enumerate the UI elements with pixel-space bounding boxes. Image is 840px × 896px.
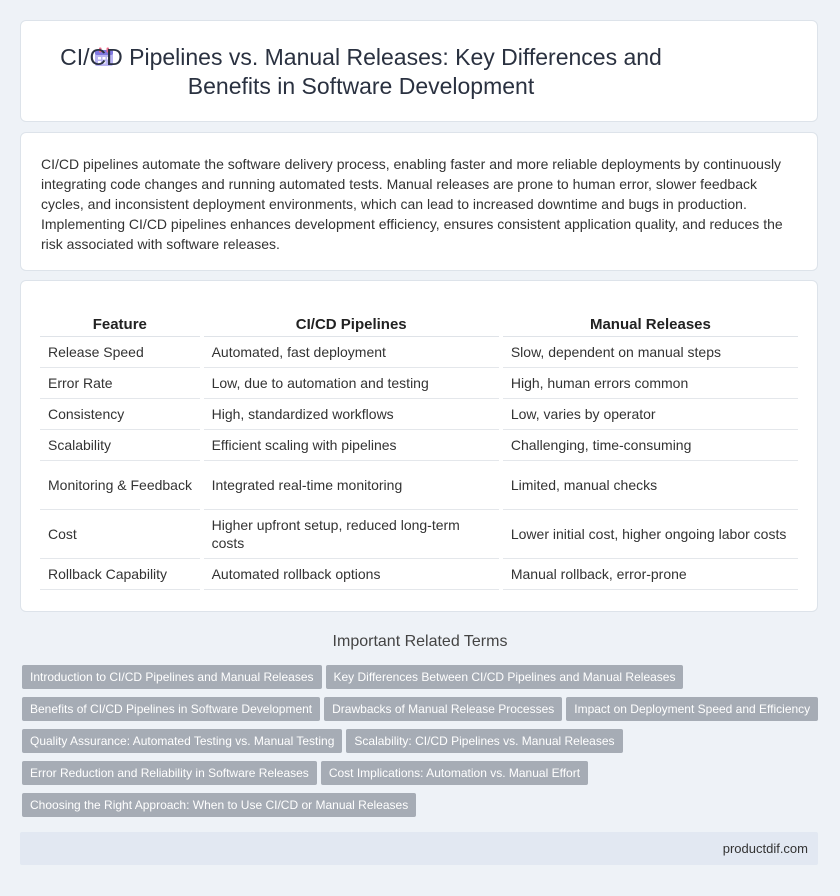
table-row <box>40 510 798 559</box>
header-manual: Manual Releases <box>501 312 798 337</box>
feature-cell: Monitoring & Feedback <box>40 461 202 510</box>
related-term-tag[interactable]: Error Reduction and Reliability in Software Releases <box>22 761 317 785</box>
related-terms-list <box>22 665 822 825</box>
table-row <box>40 461 798 510</box>
manual-cell: Low, varies by operator <box>501 399 798 430</box>
title-card <box>20 20 818 122</box>
table-row <box>40 399 798 430</box>
feature-cell: Cost <box>40 510 202 559</box>
related-term-tag[interactable]: Drawbacks of Manual Release Processes <box>324 697 562 721</box>
table-row <box>40 559 798 590</box>
manual-cell: Challenging, time-consuming <box>501 430 798 461</box>
related-term-tag[interactable]: Quality Assurance: Automated Testing vs. Manual Testing <box>22 729 342 753</box>
related-term-tag[interactable]: Scalability: CI/CD Pipelines vs. Manual Releases <box>346 729 622 753</box>
header-cicd: CI/CD Pipelines <box>202 312 501 337</box>
manual-cell: Slow, dependent on manual steps <box>501 337 798 368</box>
cicd-cell: Automated, fast deployment <box>202 337 501 368</box>
table-row <box>40 368 798 399</box>
cicd-cell: Higher upfront setup, reduced long-term costs <box>202 510 501 559</box>
comparison-table <box>40 312 798 590</box>
feature-cell: Release Speed <box>40 337 202 368</box>
related-term-tag[interactable]: Introduction to CI/CD Pipelines and Manual Releases <box>22 665 322 689</box>
manual-cell: Lower initial cost, higher ongoing labor costs <box>501 510 798 559</box>
related-term-tag[interactable]: Impact on Deployment Speed and Efficiency <box>566 697 818 721</box>
footer-bar <box>20 832 818 865</box>
intro-paragraph: CI/CD pipelines automate the software delivery process, enabling faster and more reliable deployments by continuously integrating code changes and running automated tests. Manual releases are prone to human error, slower feedback cycles, and inconsistent deployment environments, which can lead to increased downtime and bugs in production. Implementing CI/CD pipelines enhances development efficiency, ensures consistent application quality, and reduces the risk associated with software releases. <box>41 156 783 252</box>
footer-site-link[interactable]: productdif.com <box>722 841 808 856</box>
cicd-cell: Automated rollback options <box>202 559 501 590</box>
related-term-tag[interactable]: Cost Implications: Automation vs. Manual Effort <box>321 761 588 785</box>
manual-cell: Limited, manual checks <box>501 461 798 510</box>
manual-cell: Manual rollback, error-prone <box>501 559 798 590</box>
feature-cell: Consistency <box>40 399 202 430</box>
header-feature: Feature <box>40 312 202 337</box>
table-row <box>40 430 798 461</box>
feature-cell: Scalability <box>40 430 202 461</box>
cicd-cell: High, standardized workflows <box>202 399 501 430</box>
cicd-cell: Efficient scaling with pipelines <box>202 430 501 461</box>
table-row <box>40 337 798 368</box>
related-term-tag[interactable]: Choosing the Right Approach: When to Use CI/CD or Manual Releases <box>22 793 416 817</box>
page-title: CI/CD Pipelines vs. Manual Releases: Key Differences and Benefits in Software Development <box>60 44 662 99</box>
feature-cell: Rollback Capability <box>40 559 202 590</box>
manual-cell: High, human errors common <box>501 368 798 399</box>
feature-cell: Error Rate <box>40 368 202 399</box>
cicd-cell: Integrated real-time monitoring <box>202 461 501 510</box>
related-terms-heading: Important Related Terms <box>332 633 508 650</box>
intro-card <box>20 132 818 271</box>
table-header-row <box>40 312 798 337</box>
cicd-cell: Low, due to automation and testing <box>202 368 501 399</box>
related-term-tag[interactable]: Benefits of CI/CD Pipelines in Software Development <box>22 697 320 721</box>
related-term-tag[interactable]: Key Differences Between CI/CD Pipelines and Manual Releases <box>326 665 684 689</box>
